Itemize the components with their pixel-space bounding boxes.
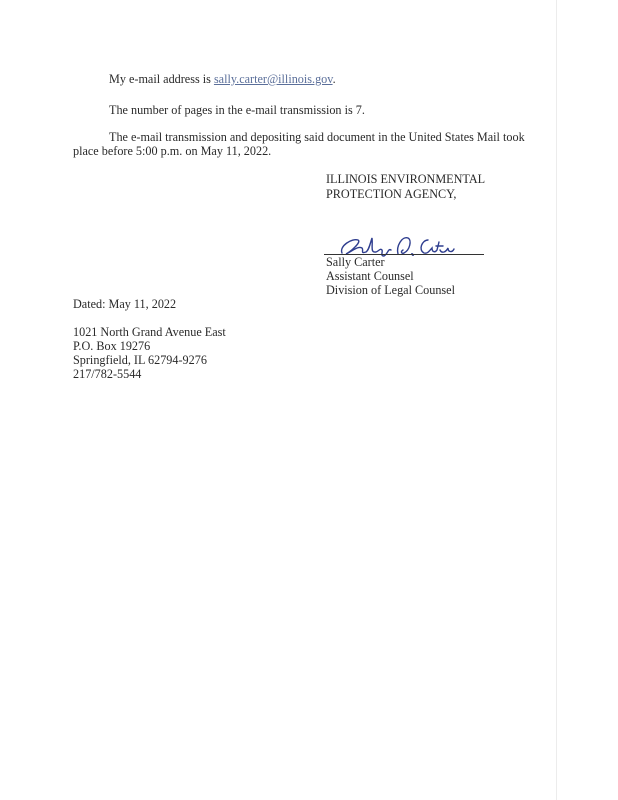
address-line3: Springfield, IL 62794-9276 (73, 353, 207, 367)
email-suffix: . (332, 72, 336, 86)
address-line2: P.O. Box 19276 (73, 339, 151, 353)
agency-name-line1: ILLINOIS ENVIRONMENTAL (326, 172, 486, 186)
transmission-text-line2: place before 5:00 p.m. on May 11, 2022. (73, 144, 272, 158)
signer-name: Sally Carter (326, 255, 385, 269)
page-edge-divider (556, 0, 557, 800)
agency-name-line2: PROTECTION AGENCY, (326, 187, 457, 201)
email-prefix: My e-mail address is (109, 72, 214, 86)
transmission-text-line1: The e-mail transmission and depositing said document in the United States Mail took (109, 130, 525, 144)
pages-count-text: The number of pages in the e-mail transmission is 7. (109, 103, 365, 117)
dated-line: Dated: May 11, 2022 (73, 297, 177, 311)
address-line1: 1021 North Grand Avenue East (73, 325, 226, 339)
signer-title: Assistant Counsel (326, 269, 414, 283)
signer-division: Division of Legal Counsel (326, 283, 455, 297)
email-link[interactable]: sally.carter@illinois.gov (213, 72, 333, 86)
phone-number: 217/782-5544 (73, 367, 142, 381)
email-paragraph (109, 72, 336, 87)
